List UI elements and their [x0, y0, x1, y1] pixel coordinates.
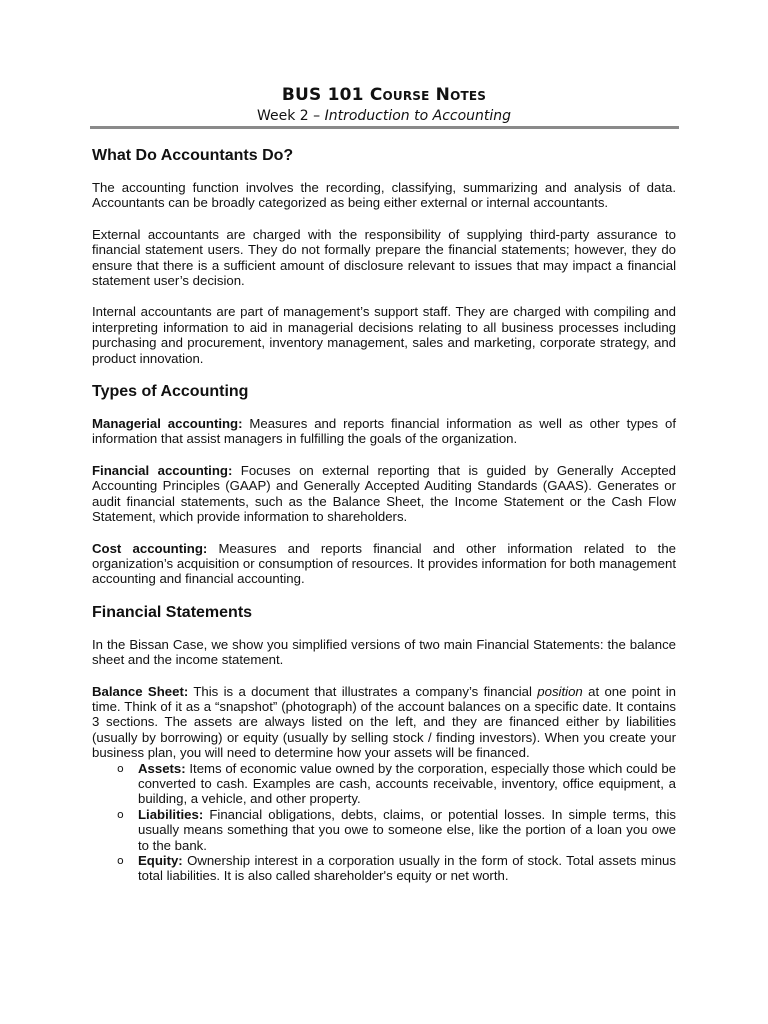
section-heading-financial-statements: Financial Statements — [92, 603, 253, 621]
list-item — [92, 853, 676, 884]
definition-text: at one point in time. Think of it as a “snapshot” (photograph) of the account balances on a specific date. It contains 3 sections. The assets are always listed on the left, and they are financed either by liabilities (usually by borrowing) or equity (usually by selling stock / finding investors). When you create your business plan, you will need to determine how your assets will be financed. — [92, 683, 676, 761]
list-item — [92, 761, 676, 807]
definition-balance-sheet — [92, 684, 676, 761]
paragraph: External accountants are charged with the responsibility of supplying third-party assurance to financial statement users. They do not formally prepare the financial statements; however, they do ensure that there is a sufficient amount of disclosure relevant to issues that may impact a financial statement user’s decision. — [92, 226, 676, 289]
week-label: Week 2 – — [256, 108, 321, 124]
term: Managerial accounting: — [92, 416, 243, 432]
paragraph: In the Bissan Case, we show you simplified versions of two main Financial Statements: the balance sheet and the income statement. — [92, 636, 676, 668]
definition-text: Measures and reports financial information as well as other types of information that assist managers in fulfilling the goals of the organization. — [92, 416, 676, 447]
term: Cost accounting: — [92, 540, 208, 556]
term: Assets: — [138, 760, 186, 776]
term: Financial accounting: — [92, 462, 233, 478]
definition-text: Financial obligations, debts, claims, or potential losses. In simple terms, this usually means something that you owe to someone else, like the portion of a loan you owe to the bank. — [138, 806, 676, 853]
topic-label: Introduction to Accounting — [324, 108, 512, 124]
bullet-icon: o — [117, 854, 124, 867]
term: Balance Sheet: — [92, 683, 189, 699]
definition-cost-accounting — [92, 541, 676, 587]
header-divider — [90, 126, 679, 129]
definition-managerial-accounting — [92, 416, 676, 447]
document-header — [0, 84, 768, 126]
definition-text: Items of economic value owned by the corporation, especially those which could be converted to cash. Examples are cash, accounts receivable, inventory, office equipment, a building, a vehicle, and other property. — [138, 760, 676, 807]
bullet-icon: o — [117, 807, 124, 821]
document-subtitle — [0, 106, 768, 126]
paragraph: The accounting function involves the recording, classifying, summarizing and analysis of data. Accountants can be broadly categorized as being either external or internal accountants. — [92, 180, 676, 211]
definition-financial-accounting — [92, 463, 676, 525]
definition-text: This is a document that illustrates a company’s financial — [188, 683, 538, 699]
definition-text: Focuses on external reporting that is guided by Generally Accepted Accounting Principles (GAAP) and Generally Accepted Auditing Standards (GAAS). Generates or audit financial statements, such as the Balance Sheet, the Income Statement or the Cash Flow Statement, which provide information to shareholders. — [92, 462, 676, 525]
emphasis: position — [537, 683, 583, 699]
document-body — [92, 146, 676, 884]
definition-text: Measures and reports financial and other information related to the organization’s acquisition or consumption of resources. It provides information for both management accounting and financial accounting. — [92, 540, 676, 587]
term: Equity: — [138, 853, 183, 868]
section-heading-types-of-accounting: Types of Accounting — [92, 383, 249, 401]
balance-sheet-sections-list — [92, 761, 676, 884]
definition-text: Ownership interest in a corporation usually in the form of stock. Total assets minus total liabilities. It is also called shareholder's equity or net worth. — [138, 853, 676, 884]
term: Liabilities: — [138, 806, 204, 822]
list-item — [92, 807, 676, 853]
document-title: BUS 101 Course Notes — [281, 85, 487, 105]
paragraph: Internal accountants are part of management’s support staff. They are charged with compiling and interpreting information to aid in managerial decisions relating to all business processes including purchasing and procurement, inventory management, sales and marketing, corporate strategy, and product innovation. — [92, 304, 676, 366]
section-heading-what-accountants-do: What Do Accountants Do? — [92, 147, 294, 164]
bullet-icon: o — [117, 761, 124, 775]
